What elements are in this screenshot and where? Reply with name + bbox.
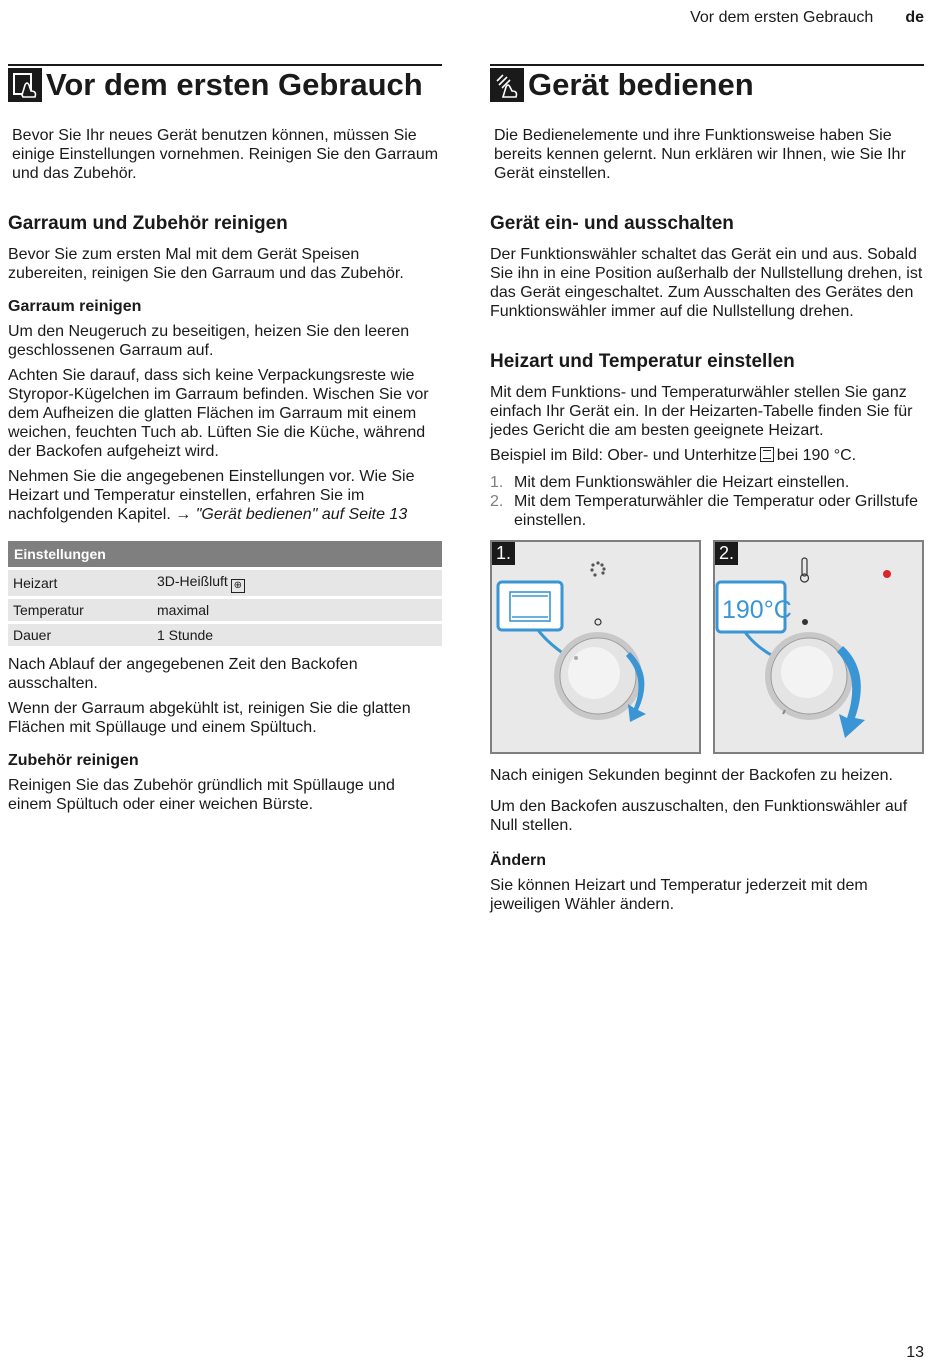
section-text: Mit dem Funktions- und Temperaturwähler stellen Sie ganz einfach Ihr Gerät ein. In der Heizarten-Tabelle finden Sie für jedes Gericht die am besten geeignete Heizart. — [490, 384, 913, 439]
subsection-heading: Garraum reinigen — [8, 298, 142, 315]
running-header — [690, 9, 924, 27]
paragraph — [8, 467, 442, 524]
list-item: 2. Mit dem Temperaturwähler die Temperatur oder Grillstufe einstellen. — [490, 493, 919, 529]
running-header-language: de — [905, 9, 924, 26]
paragraph: Um den Backofen auszuschalten, den Funktionswähler auf Null stellen. — [490, 798, 908, 834]
paragraph: Um den Neugeruch zu beseitigen, heizen Sie den leeren geschlossenen Garraum auf. — [8, 323, 410, 359]
running-header-section: Vor dem ersten Gebrauch — [690, 9, 874, 26]
temperature-display: 190°C — [722, 596, 792, 624]
steps-list — [490, 473, 924, 530]
example-text: Beispiel im Bild: Ober- und Unterhitze bei 190 °C. — [490, 447, 857, 464]
subsection-heading: Ändern — [490, 852, 546, 869]
section-text: Der Funktionswähler schaltet das Gerät ein und aus. Sobald Sie ihn in eine Position außerhalb der Nullstellung drehen, ist das Gerät eingeschaltet. Zum Ausschalten des Gerätes den Funktionswähler immer auf die Nullstellung drehen. — [490, 246, 923, 320]
cross-reference-arrow: → — [175, 506, 192, 523]
table-cell-key: Dauer — [8, 624, 152, 646]
list-item: 1. Mit dem Funktionswähler die Heizart einstellen. — [490, 474, 850, 491]
right-column — [490, 64, 924, 914]
table-cell-value: 3D-Heißluft ⊕ — [152, 570, 442, 596]
table-cell-key: Temperatur — [8, 599, 152, 621]
top-bottom-heat-icon — [760, 447, 774, 462]
paragraph: Wenn der Garraum abgekühlt ist, reinigen Sie die glatten Flächen mit Spüllauge und einem Spültuch. — [8, 700, 411, 736]
subsection-heading: Zubehör reinigen — [8, 752, 139, 769]
table-row — [8, 570, 442, 596]
illustrations — [490, 540, 924, 754]
table-row — [8, 624, 442, 646]
page-number: 13 — [906, 1344, 924, 1361]
temperature-selector-illustration — [713, 540, 924, 754]
table-cell-value: maximal — [152, 599, 442, 621]
intro-text: Bevor Sie Ihr neues Gerät benutzen können, müssen Sie einige Einstellungen vornehmen. Reinigen Sie den Garraum und das Zubehör. — [12, 127, 439, 182]
table-row — [8, 599, 442, 621]
paragraph: Sie können Heizart und Temperatur jederzeit mit dem jeweiligen Wähler ändern. — [490, 877, 868, 913]
chapter-title: Gerät bedienen — [528, 67, 754, 102]
left-column — [8, 64, 442, 814]
settings-table-header: Einstellungen — [8, 541, 442, 567]
hand-operating-icon — [490, 68, 524, 102]
hot-air-fan-icon: ⊕ — [231, 579, 245, 593]
intro-text: Die Bedienelemente und ihre Funktionsweise haben Sie bereits kennen gelernt. Nun erklären wir Ihnen, wie Sie Ihr Gerät einstellen. — [494, 127, 906, 182]
table-cell-key: Heizart — [8, 570, 152, 596]
function-selector-illustration — [490, 540, 701, 754]
paragraph-text: Nehmen Sie die angegebenen Einstellungen vor. Wie Sie Heizart und Temperatur einstellen, erfahren Sie im nachfolgenden Kapitel. — [8, 468, 415, 523]
cleaning-hand-icon — [8, 68, 42, 102]
paragraph: Nach Ablauf der angegebenen Zeit den Backofen ausschalten. — [8, 656, 358, 692]
chapter-heading-first-use — [8, 64, 442, 102]
section-text: Bevor Sie zum ersten Mal mit dem Gerät Speisen zubereiten, reinigen Sie den Garraum und das Zubehör. — [8, 246, 404, 282]
section-heading: Heizart und Temperatur einstellen — [490, 351, 795, 372]
settings-table — [8, 538, 442, 649]
chapter-heading-operation — [490, 64, 924, 102]
figure-label: 2. — [715, 542, 738, 565]
table-cell-value: 1 Stunde — [152, 624, 442, 646]
section-heading: Garraum und Zubehör reinigen — [8, 213, 288, 234]
paragraph: Reinigen Sie das Zubehör gründlich mit Spüllauge und einem Spültuch oder einer weichen Bürste. — [8, 777, 395, 813]
paragraph: Nach einigen Sekunden beginnt der Backofen zu heizen. — [490, 767, 893, 784]
section-heading: Gerät ein- und ausschalten — [490, 213, 734, 234]
figure-label: 1. — [492, 542, 515, 565]
paragraph: Achten Sie darauf, dass sich keine Verpackungsreste wie Styropor-Kügelchen im Garraum befinden. Wischen Sie vor dem Aufheizen die glatten Flächen im Garraum mit einem weichen, feuchten Tuch ab. Lüften Sie die Küche, während der Backofen aufgeheizt wird. — [8, 367, 429, 460]
chapter-title: Vor dem ersten Gebrauch — [46, 67, 423, 102]
cross-reference-link[interactable]: "Gerät bedienen" auf Seite 13 — [195, 506, 408, 523]
